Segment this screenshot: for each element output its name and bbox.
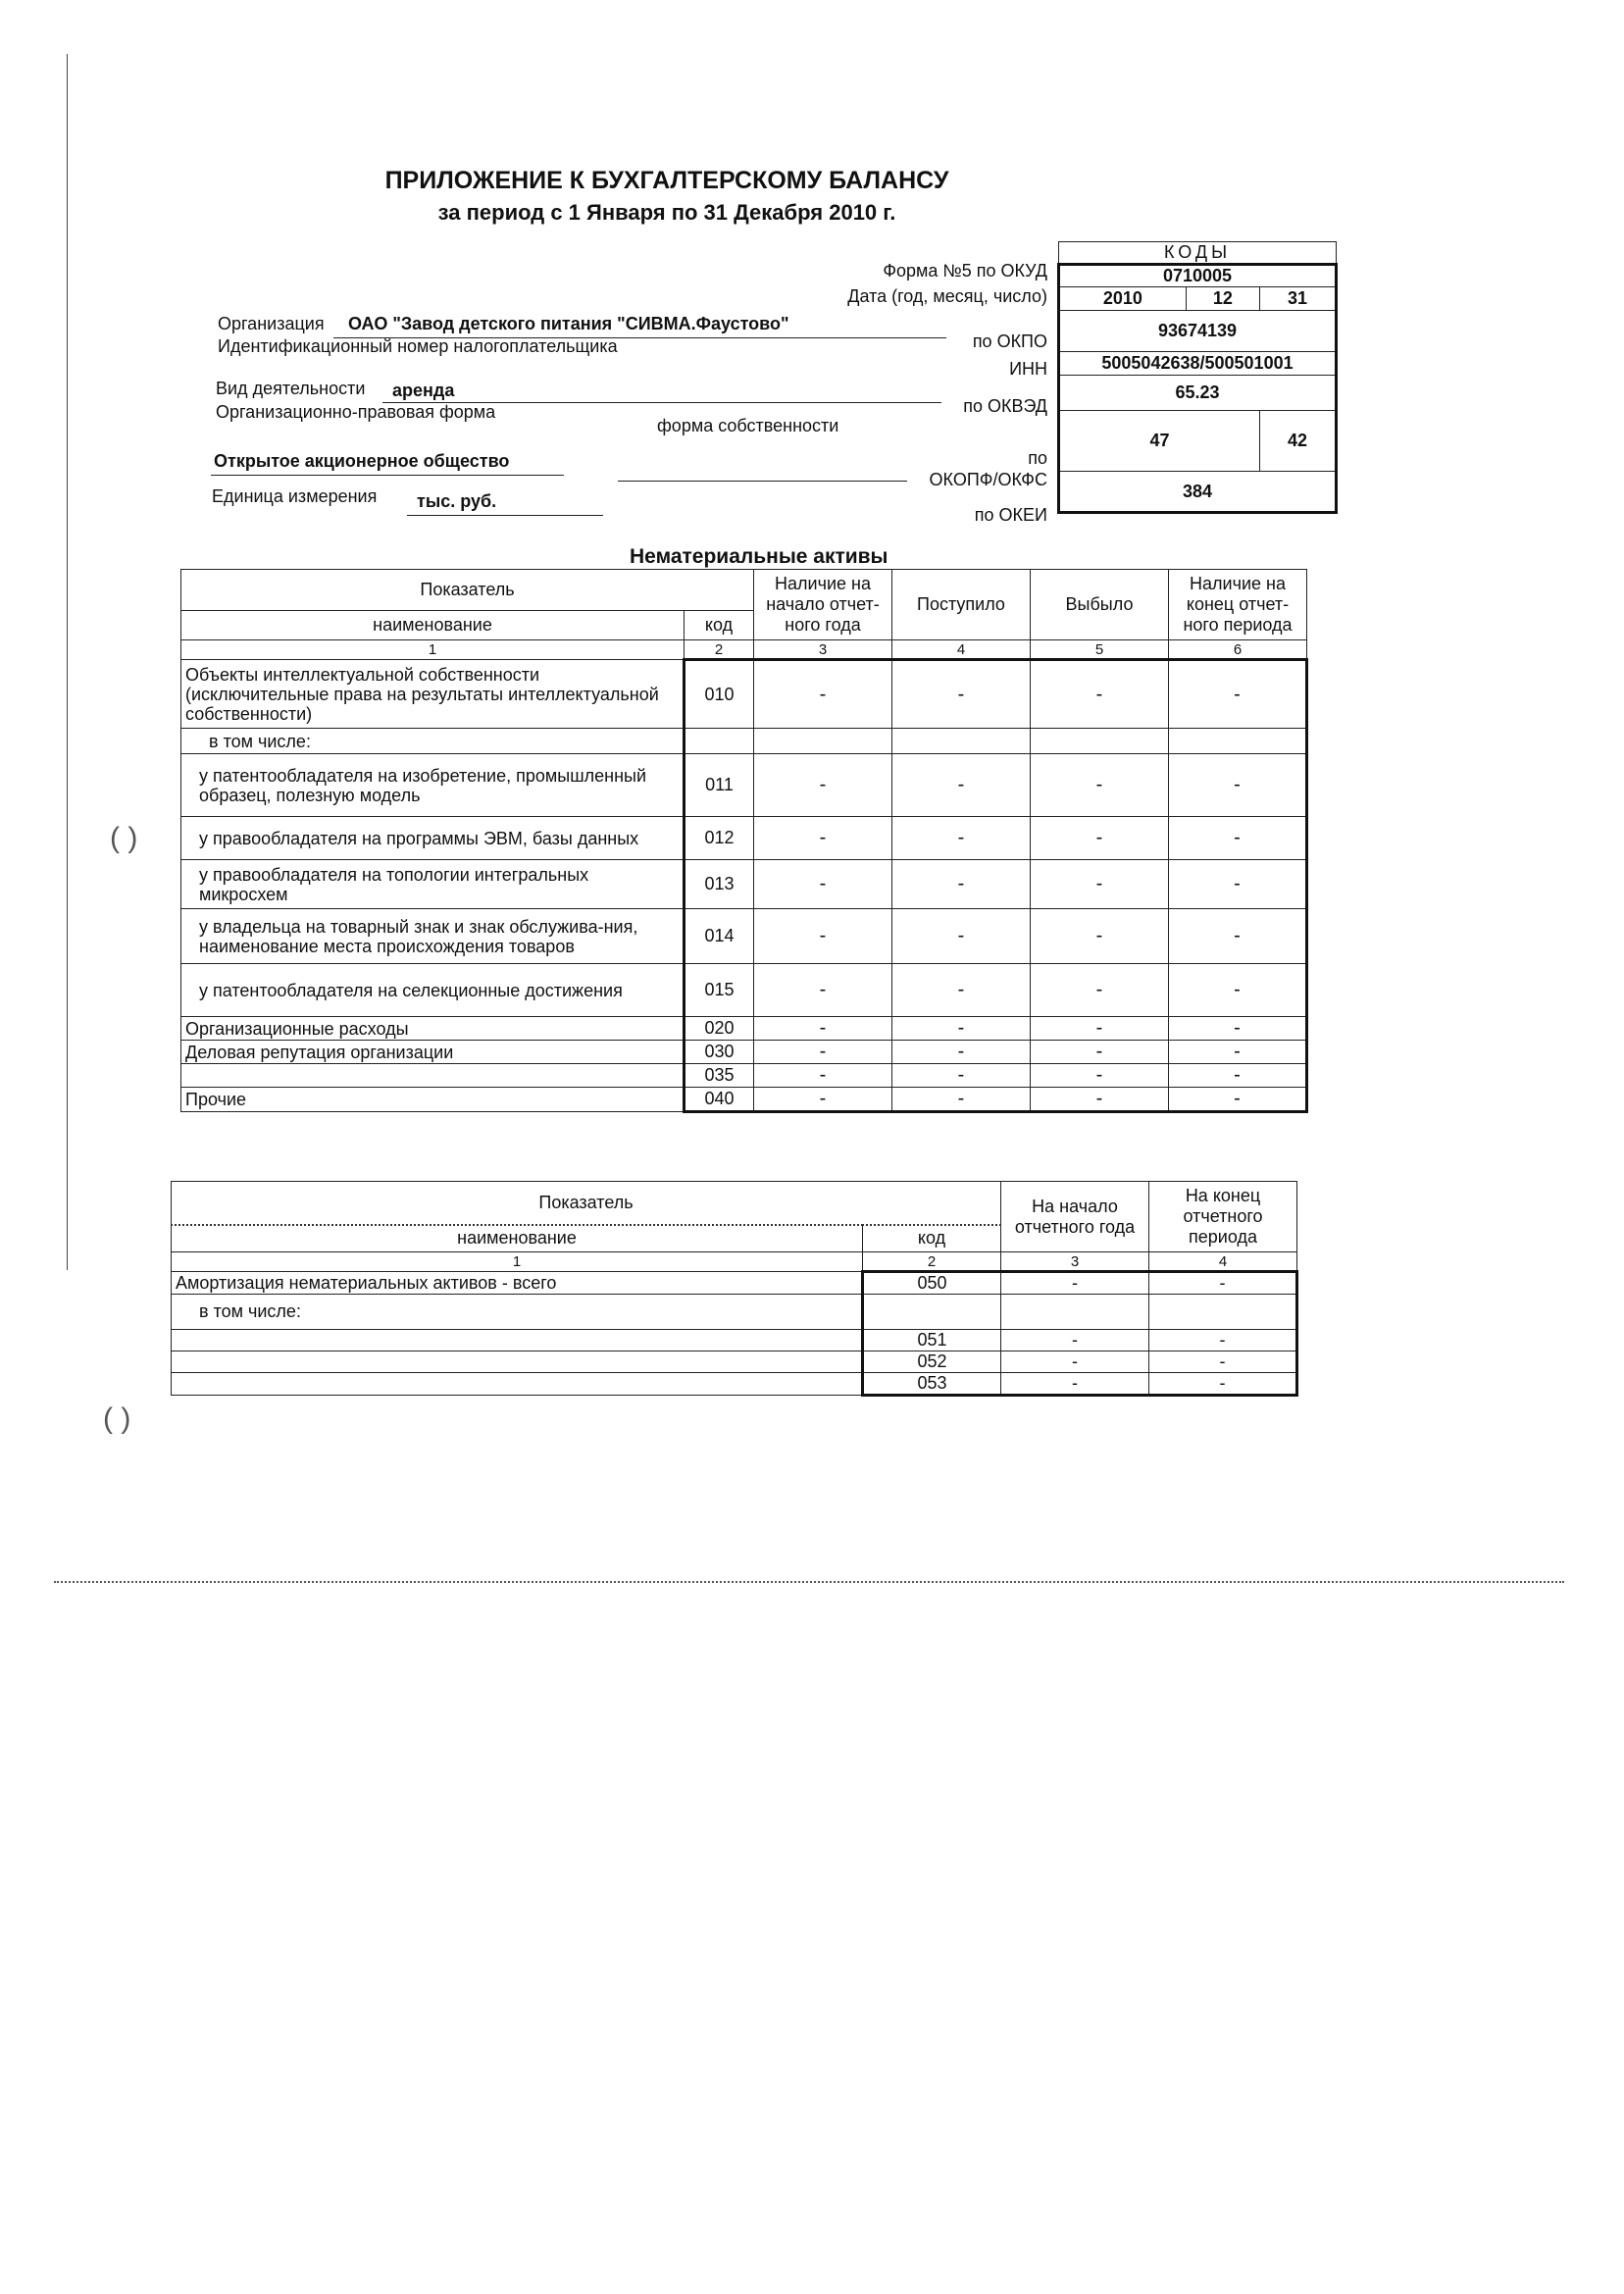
col-number: 3	[754, 640, 892, 660]
t2-header-code: код	[863, 1225, 1001, 1252]
cell-value-end: -	[1169, 660, 1307, 729]
cell-value-disposed: -	[1031, 754, 1169, 817]
intangible-assets-table	[180, 569, 1308, 1113]
cell-value-received: -	[892, 1064, 1031, 1088]
cell-value-end: -	[1169, 909, 1307, 964]
t2-cell-name: в том числе:	[172, 1295, 863, 1330]
t2-cell-code: 053	[863, 1373, 1001, 1396]
cell-value-end: -	[1169, 1088, 1307, 1112]
col-number: 6	[1169, 640, 1307, 660]
cell-value-received: -	[892, 660, 1031, 729]
table-row	[181, 817, 1307, 860]
cell-value-start: -	[754, 1041, 892, 1064]
cell-value-received: -	[892, 754, 1031, 817]
cell-name: у патентообладателя на изобретение, промышленный образец, полезную модель	[181, 754, 685, 817]
date-label: Дата (год, месяц, число)	[847, 286, 1047, 306]
legal-form-label: Организационно-правовая форма	[216, 402, 496, 422]
document-period: за период с 1 Января по 31 Декабря 2010 г.	[437, 200, 896, 225]
t2-cell-value-end: -	[1149, 1351, 1297, 1373]
unit-underline	[407, 515, 603, 516]
cell-name: Организационные расходы	[181, 1017, 685, 1041]
okopf-value: 47	[1059, 411, 1260, 472]
table-row	[181, 964, 1307, 1017]
table-row	[172, 1330, 1297, 1351]
t2-header-start: На начало отчетного года	[1001, 1182, 1149, 1252]
table-row	[181, 1017, 1307, 1041]
cell-value-start: -	[754, 964, 892, 1017]
cell-value-start	[754, 729, 892, 754]
cell-name: Деловая репутация организации	[181, 1041, 685, 1064]
legal-form-value: Открытое акционерное общество	[214, 451, 510, 471]
header-start: Наличие на начало отчет-ного года	[754, 570, 892, 640]
cell-code: 012	[685, 817, 754, 860]
cell-value-disposed: -	[1031, 1017, 1169, 1041]
table-row	[172, 1373, 1297, 1396]
cell-value-end: -	[1169, 860, 1307, 909]
cell-value-start: -	[754, 754, 892, 817]
cell-code: 010	[685, 660, 754, 729]
cell-code: 035	[685, 1064, 754, 1088]
cell-name: у патентообладателя на селекционные достижения	[181, 964, 685, 1017]
cell-name: у правообладателя на топологии интегральных микросхем	[181, 860, 685, 909]
okei-label: по ОКЕИ	[974, 505, 1047, 525]
table-row	[181, 754, 1307, 817]
org-name: ОАО "Завод детского питания "СИВМА.Фаустово"	[348, 314, 789, 333]
header-received: Поступило	[892, 570, 1031, 640]
t2-cell-value-start: -	[1001, 1351, 1149, 1373]
activity-label: Вид деятельности	[216, 379, 366, 398]
cell-value-start: -	[754, 1017, 892, 1041]
t2-col-number: 4	[1149, 1252, 1297, 1272]
unit-value: тыс. руб.	[417, 491, 497, 511]
cell-value-end: -	[1169, 754, 1307, 817]
t2-cell-name	[172, 1351, 863, 1373]
cell-value-end: -	[1169, 1017, 1307, 1041]
cell-value-start: -	[754, 1088, 892, 1112]
t2-col-number: 3	[1001, 1252, 1149, 1272]
col-number: 4	[892, 640, 1031, 660]
okud-label: Форма №5 по ОКУД	[883, 261, 1047, 280]
okved-label: по ОКВЭД	[963, 396, 1047, 416]
document-title: ПРИЛОЖЕНИЕ К БУХГАЛТЕРСКОМУ БАЛАНСУ	[384, 167, 949, 194]
t2-cell-code: 051	[863, 1330, 1001, 1351]
col-number: 1	[181, 640, 685, 660]
cell-code: 011	[685, 754, 754, 817]
cell-name	[181, 1064, 685, 1088]
okpo-value: 93674139	[1059, 311, 1337, 352]
cell-code	[685, 729, 754, 754]
cell-value-start: -	[754, 660, 892, 729]
inn-value: 5005042638/500501001	[1059, 352, 1337, 376]
cut-line	[54, 1581, 1564, 1583]
cell-value-start: -	[754, 817, 892, 860]
cell-value-disposed: -	[1031, 964, 1169, 1017]
t2-cell-value-end: -	[1149, 1373, 1297, 1396]
unit-label: Единица измерения	[212, 486, 378, 506]
table-row	[181, 729, 1307, 754]
cell-name: в том числе:	[181, 729, 685, 754]
okved-value: 65.23	[1059, 376, 1337, 411]
cell-code: 014	[685, 909, 754, 964]
cell-value-end	[1169, 729, 1307, 754]
t2-cell-name: Амортизация нематериальных активов - всего	[172, 1272, 863, 1295]
t2-col-number: 1	[172, 1252, 863, 1272]
t2-cell-name	[172, 1330, 863, 1351]
punch-hole-mark: ( )	[103, 1402, 131, 1435]
table-row	[172, 1272, 1297, 1295]
table-row	[181, 909, 1307, 964]
t2-header-indicator: Показатель	[172, 1182, 1001, 1225]
codes-table	[1057, 241, 1338, 514]
cell-value-received: -	[892, 1041, 1031, 1064]
table2-body	[172, 1272, 1297, 1396]
col-number: 2	[685, 640, 754, 660]
cell-value-received: -	[892, 860, 1031, 909]
table-row	[181, 660, 1307, 729]
col-number: 5	[1031, 640, 1169, 660]
cell-value-start: -	[754, 909, 892, 964]
t2-col-number: 2	[863, 1252, 1001, 1272]
cell-name: Объекты интеллектуальной собственности (исключительные права на результаты интеллектуальной собственности)	[181, 660, 685, 729]
t2-cell-code	[863, 1295, 1001, 1330]
t2-header-name: наименование	[172, 1225, 863, 1252]
t2-cell-name	[172, 1373, 863, 1396]
cell-value-disposed: -	[1031, 1064, 1169, 1088]
okud-value: 0710005	[1059, 265, 1337, 287]
legal-form-underline	[211, 475, 564, 476]
table-row	[172, 1295, 1297, 1330]
t2-cell-value-start: -	[1001, 1330, 1149, 1351]
header-name: наименование	[181, 611, 685, 640]
cell-value-disposed: -	[1031, 1041, 1169, 1064]
cell-code: 020	[685, 1017, 754, 1041]
okfs-value: 42	[1260, 411, 1337, 472]
header-indicator: Показатель	[181, 570, 754, 611]
t2-cell-code: 052	[863, 1351, 1001, 1373]
t2-cell-value-end: -	[1149, 1330, 1297, 1351]
cell-value-start: -	[754, 1064, 892, 1088]
cell-value-received: -	[892, 1017, 1031, 1041]
cell-value-received: -	[892, 909, 1031, 964]
cell-value-end: -	[1169, 1041, 1307, 1064]
cell-value-end: -	[1169, 817, 1307, 860]
t2-cell-value-end: -	[1149, 1272, 1297, 1295]
codes-heading: КОДЫ	[1059, 242, 1337, 265]
table-row	[181, 860, 1307, 909]
cell-value-received: -	[892, 817, 1031, 860]
date-day: 31	[1260, 287, 1337, 311]
section-title: Нематериальные активы	[630, 545, 888, 568]
activity-value: аренда	[392, 381, 455, 400]
org-label: Организация	[218, 314, 325, 333]
cell-name: Прочие	[181, 1088, 685, 1112]
cell-value-disposed	[1031, 729, 1169, 754]
header-disposed: Выбыло	[1031, 570, 1169, 640]
cell-value-received: -	[892, 964, 1031, 1017]
t2-cell-value-start: -	[1001, 1272, 1149, 1295]
cell-value-disposed: -	[1031, 860, 1169, 909]
cell-code: 040	[685, 1088, 754, 1112]
table1-body	[181, 660, 1307, 1112]
inn-label: ИНН	[1009, 359, 1047, 379]
cell-value-end: -	[1169, 964, 1307, 1017]
cell-code: 013	[685, 860, 754, 909]
cell-value-disposed: -	[1031, 660, 1169, 729]
table-row	[181, 1088, 1307, 1112]
table-row	[172, 1351, 1297, 1373]
header-end: Наличие на конец отчет-ного периода	[1169, 570, 1307, 640]
ownership-form-underline	[618, 481, 907, 482]
okopf-label: по ОКОПФ/ОКФС	[929, 448, 1047, 489]
cell-value-disposed: -	[1031, 817, 1169, 860]
date-year: 2010	[1059, 287, 1187, 311]
cell-value-received: -	[892, 1088, 1031, 1112]
t2-cell-value-start: -	[1001, 1373, 1149, 1396]
cell-value-end: -	[1169, 1064, 1307, 1088]
t2-cell-code: 050	[863, 1272, 1001, 1295]
cell-name: у правообладателя на программы ЭВМ, базы данных	[181, 817, 685, 860]
cell-code: 015	[685, 964, 754, 1017]
cell-value-disposed: -	[1031, 1088, 1169, 1112]
header-code: код	[685, 611, 754, 640]
table-row	[181, 1064, 1307, 1088]
left-margin-line	[67, 54, 68, 1270]
cell-code: 030	[685, 1041, 754, 1064]
okpo-label: по ОКПО	[972, 331, 1047, 351]
punch-hole-mark: ( )	[110, 822, 138, 854]
cell-value-start: -	[754, 860, 892, 909]
t2-header-end: На конец отчетного периода	[1149, 1182, 1297, 1252]
table-row	[181, 1041, 1307, 1064]
amortization-table	[171, 1181, 1298, 1397]
cell-value-disposed: -	[1031, 909, 1169, 964]
ownership-form-label: форма собственности	[657, 416, 839, 435]
t2-cell-value-end	[1149, 1295, 1297, 1330]
cell-name: у владельца на товарный знак и знак обслужива-ния, наименование места происхождения товаров	[181, 909, 685, 964]
date-month: 12	[1186, 287, 1259, 311]
cell-value-received	[892, 729, 1031, 754]
t2-cell-value-start	[1001, 1295, 1149, 1330]
okei-value: 384	[1059, 472, 1337, 513]
taxpayer-id-label: Идентификационный номер налогоплательщика	[218, 336, 618, 356]
